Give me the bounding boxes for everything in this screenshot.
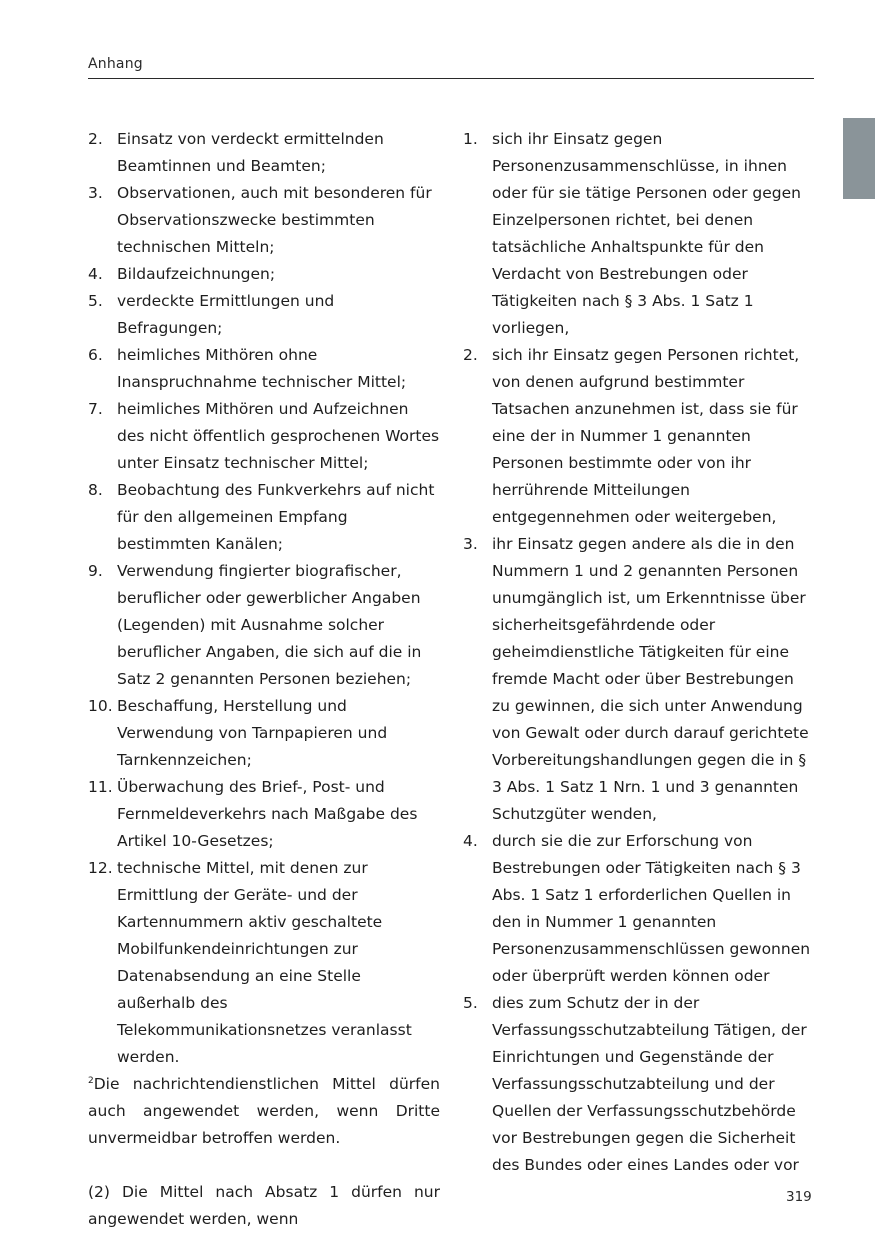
list-item: [463, 531, 815, 828]
right-column: [463, 126, 815, 1179]
list-item: [88, 693, 440, 774]
list-item: [463, 342, 815, 531]
item-number: 5.: [463, 994, 478, 1012]
item-number: 1.: [463, 130, 478, 148]
item-text: Bildaufzeichnungen;: [117, 265, 276, 283]
list-item: [88, 558, 440, 693]
item-text: sich ihr Einsatz gegen Personenzusammenschlüsse, in ihnen oder für sie tätige Personen oder gegen Einzelpersonen richtet, bei denen tatsächliche Anhaltspunkte für den Verdacht von Bestrebungen oder Tätigkeiten nach § 3 Abs. 1 Satz 1 vorliegen,: [492, 130, 801, 337]
item-text: dies zum Schutz der in der Verfassungsschutzabteilung Tätigen, der Einrichtungen und Gegenstände der Verfassungsschutzabteilung und der Quellen der Verfassungsschutzbehörde vor Bestrebungen gegen die Sicherheit des Bundes oder eines Landes oder vor: [492, 994, 807, 1174]
sentence-two-text: Die nachrichtendienstlichen Mittel dürfen auch angewendet werden, wenn Dritte unvermeidbar betroffen werden.: [88, 1075, 440, 1147]
sentence-marker: 2: [88, 1076, 94, 1086]
item-text: Beobachtung des Funkverkehrs auf nicht für den allgemeinen Empfang bestimmten Kanälen;: [117, 481, 435, 553]
item-number: 3.: [88, 184, 103, 202]
list-item: [88, 342, 440, 396]
list-item: [88, 288, 440, 342]
item-text: Beschaffung, Herstellung und Verwendung von Tarnpapieren und Tarnkennzeichen;: [117, 697, 388, 769]
item-number: 2.: [463, 346, 478, 364]
list-item: [88, 774, 440, 855]
left-column: [88, 126, 440, 1233]
item-number: 3.: [463, 535, 478, 553]
item-text: Einsatz von verdeckt ermittelnden Beamtinnen und Beamten;: [117, 130, 384, 175]
sentence-two-paragraph: [88, 1071, 440, 1152]
measures-list: [88, 126, 440, 1071]
item-number: 2.: [88, 130, 103, 148]
item-number: 4.: [88, 265, 103, 283]
item-number: 11.: [88, 778, 113, 796]
item-number: 7.: [88, 400, 103, 418]
page-number: 319: [786, 1189, 812, 1205]
item-number: 8.: [88, 481, 103, 499]
paragraph-two: (2) Die Mittel nach Absatz 1 dürfen nur angewendet werden, wenn: [88, 1183, 440, 1228]
list-item: [88, 180, 440, 261]
item-number: 12.: [88, 859, 113, 877]
item-text: Verwendung fingierter biografischer, beruflicher oder gewerblicher Angaben (Legenden) mit Ausnahme solcher beruflicher Angaben, die sich auf die in Satz 2 genannten Personen beziehen;: [117, 562, 422, 688]
item-number: 5.: [88, 292, 103, 310]
item-text: ihr Einsatz gegen andere als die in den Nummern 1 und 2 genannten Personen unumgänglich ist, um Erkenntnisse über sicherheitsgefährdende oder geheimdienstliche Tätigkeiten für eine fremde Macht oder über Bestrebungen zu gewinnen, die sich unter Anwendung von Gewalt oder durch darauf gerichtete Vorbereitungshandlungen gegen die in § 3 Abs. 1 Satz 1 Nrn. 1 und 3 genannten Schutzgüter wenden,: [492, 535, 809, 823]
item-number: 6.: [88, 346, 103, 364]
list-item: [88, 261, 440, 288]
item-number: 10.: [88, 697, 113, 715]
item-text: Observationen, auch mit besonderen für Observationszwecke bestimmten technischen Mitteln;: [117, 184, 432, 256]
conditions-list: [463, 126, 815, 1179]
item-text: sich ihr Einsatz gegen Personen richtet, von denen aufgrund bestimmter Tatsachen anzunehmen ist, dass sie für eine der in Nummer 1 genannten Personen bestimmte oder von ihr herrührende Mitteilungen entgegennehmen oder weitergeben,: [492, 346, 800, 526]
list-item: [88, 477, 440, 558]
list-item: [88, 855, 440, 1071]
item-text: heimliches Mithören ohne Inanspruchnahme technischer Mittel;: [117, 346, 407, 391]
list-item: [463, 126, 815, 342]
header-rule: [88, 78, 814, 79]
item-text: Überwachung des Brief-, Post- und Fernmeldeverkehrs nach Maßgabe des Artikel 10-Gesetzes;: [117, 778, 418, 850]
list-item: [463, 990, 815, 1179]
list-item: [88, 396, 440, 477]
item-number: 9.: [88, 562, 103, 580]
item-text: heimliches Mithören und Aufzeichnen des nicht öffentlich gesprochenen Wortes unter Einsatz technischer Mittel;: [117, 400, 440, 472]
item-number: 4.: [463, 832, 478, 850]
list-item: [463, 828, 815, 990]
chapter-tab-marker: [843, 118, 875, 199]
item-text: durch sie die zur Erforschung von Bestrebungen oder Tätigkeiten nach § 3 Abs. 1 Satz 1 erforderlichen Quellen in den in Nummer 1 genannten Personenzusammenschlüssen gewonnen oder überprüft werden können oder: [492, 832, 811, 985]
running-header: Anhang: [88, 56, 143, 72]
item-text: technische Mittel, mit denen zur Ermittlung der Geräte- und der Kartennummern aktiv geschaltete Mobilfunkendeinrichtungen zur Datenabsendung an eine Stelle außerhalb des Telekommunikationsnetzes veranlasst werden.: [117, 859, 412, 1066]
list-item: [88, 126, 440, 180]
item-text: verdeckte Ermittlungen und Befragungen;: [117, 292, 335, 337]
